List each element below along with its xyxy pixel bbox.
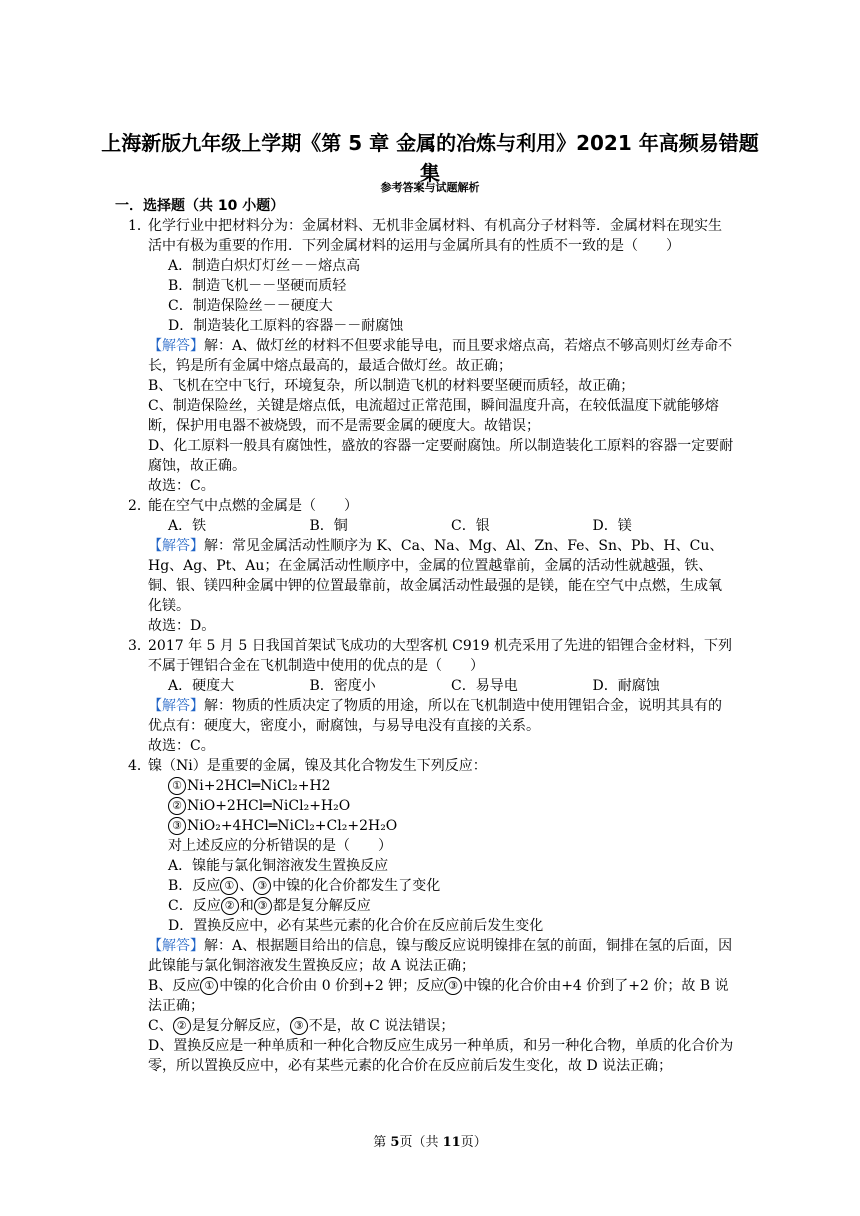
question-number: 3． xyxy=(128,638,151,654)
solution-part: B、反应 xyxy=(148,978,201,994)
section-heading: 一．选择题（共 10 小题） xyxy=(115,198,285,214)
option-a: A．铁 xyxy=(168,518,207,534)
solution-part: C、 xyxy=(148,1018,173,1034)
question-ask: 对上述反应的分析错误的是（ ） xyxy=(168,838,392,854)
circled-number: ① xyxy=(220,877,238,895)
option-a: A．硬度大 xyxy=(168,678,235,694)
circled-number: ③ xyxy=(254,897,272,915)
option-text: 和 xyxy=(239,898,254,914)
question-number: 2． xyxy=(128,498,151,514)
option-b: B．制造飞机－－坚硬而质轻 xyxy=(168,278,347,294)
circled-number: ② xyxy=(173,1017,191,1035)
question-stem: 化学行业中把材料分为：金属材料、无机非金属材料、有机高分子材料等．金属材料在现实生活中有极为重要的作用．下列金属材料的运用与金属所具有的性质不一致的是（ ） xyxy=(148,218,722,254)
answer-tag: 【解答】 xyxy=(148,338,204,354)
reaction-1 xyxy=(168,776,734,796)
solution-text: 解：常见金属活动性顺序为 K、Ca、Na、Mg、Al、Zn、Fe、Sn、Pb、H、Cu、Hg、Ag、Pt、Au；在金属活动性顺序中，金属的位置越靠前，金属的活动性就越强，铁、铜、银、镁四种金属中钾的位置最靠前，故金属活动性最强的是镁，能在空气中点燃，生成氧化镁。 xyxy=(148,538,724,614)
question-stem: 镍（Ni）是重要的金属，镍及其化合物发生下列反应： xyxy=(148,758,487,774)
option-text: 都是复分解反应 xyxy=(272,898,371,914)
question-2 xyxy=(128,496,734,636)
answer-tag: 【解答】 xyxy=(148,698,204,714)
footer-text: 页（共 xyxy=(399,1135,443,1150)
reaction-equation: NiO₂+4HCl═NiCl₂+Cl₂+2H₂O xyxy=(187,818,398,834)
solution-text: 解：A、根据题目给出的信息，镍与酸反应说明镍排在氢的前面，铜排在氢的后面，因此镍能与氯化铜溶液发生置换反应；故 A 说法正确； xyxy=(148,938,733,974)
page-title: 上海新版九年级上学期《第 5 章 金属的冶炼与利用》2021 年高频易错题集 xyxy=(101,131,759,185)
solution-text: D、化工原料一般具有腐蚀性，盛放的容器一定要耐腐蚀。所以制造装化工原料的容器一定要耐腐蚀，故正确。 xyxy=(148,438,734,474)
answer-choice: 故选：C。 xyxy=(148,478,215,494)
circled-number: ③ xyxy=(290,1017,308,1035)
option-b: B．密度小 xyxy=(309,678,376,694)
solution xyxy=(148,336,734,376)
option-c: C．银 xyxy=(451,518,490,534)
question-list xyxy=(128,216,734,1076)
question-number: 1． xyxy=(128,218,151,234)
circled-number: ③ xyxy=(444,977,462,995)
page-footer xyxy=(0,1131,860,1150)
option-d: D．镁 xyxy=(592,518,632,534)
question-4 xyxy=(128,756,734,1076)
solution-text: C、制造保险丝，关键是熔点低，电流超过正常范围，瞬间温度升高，在较低温度下就能够熔断，保护用电器不被烧毁，而不是需要金属的硬度大。故错误； xyxy=(148,398,719,434)
answer-tag: 【解答】 xyxy=(148,938,204,954)
option-b xyxy=(168,876,734,896)
circled-number: ① xyxy=(200,977,218,995)
option-b: B．铜 xyxy=(309,518,348,534)
page-number: 5 xyxy=(390,1135,400,1150)
question-number: 4． xyxy=(128,758,151,774)
solution xyxy=(148,696,734,736)
option-text: C．反应 xyxy=(168,898,221,914)
solution-part: 中镍的化合价由+4 价到了+2 价；故 B 说法正确； xyxy=(148,978,729,1014)
option-a: A．镍能与氯化铜溶液发生置换反应 xyxy=(168,858,389,874)
option-text: 、 xyxy=(239,878,254,894)
reaction-equation: Ni+2HCl═NiCl₂+H2 xyxy=(187,778,331,794)
option-c: C．易导电 xyxy=(451,678,518,694)
option-text: 中镍的化合价都发生了变化 xyxy=(272,878,441,894)
option-text: B．反应 xyxy=(168,878,221,894)
question-3 xyxy=(128,636,734,756)
footer-text: 页） xyxy=(460,1135,487,1150)
reaction-3 xyxy=(168,816,734,836)
solution-text: 解：A、做灯丝的材料不但要求能导电，而且要求熔点高，若熔点不够高则灯丝寿命不长，钨是所有金属中熔点最高的，最适合做灯丝。故正确； xyxy=(148,338,733,374)
solution-text: D、置换反应是一种单质和一种化合物反应生成另一种单质，和另一种化合物，单质的化合价为零，所以置换反应中，必有某些元素的化合价在反应前后发生变化，故 D 说法正确； xyxy=(148,1038,734,1074)
question-1 xyxy=(128,216,734,496)
solution-part: 不是，故 C 说法错误； xyxy=(308,1018,455,1034)
option-c xyxy=(168,896,734,916)
circled-number: ③ xyxy=(253,877,271,895)
circled-number: ② xyxy=(221,897,239,915)
question-stem: 2017 年 5 月 5 日我国首架试飞成功的大型客机 C919 机壳采用了先进的铝锂合金材料，下列不属于锂铝合金在飞机制造中使用的优点的是（ ） xyxy=(148,638,733,674)
page-subtitle: 参考答案与试题解析 xyxy=(380,181,480,194)
solution-text: 解：物质的性质决定了物质的用途，所以在飞机制造中使用锂铝合金，说明其具有的优点有：硬度大，密度小，耐腐蚀，与易导电没有直接的关系。 xyxy=(148,698,722,734)
circled-number: ③ xyxy=(168,817,186,835)
option-d: D．置换反应中，必有某些元素的化合价在反应前后发生变化 xyxy=(168,918,544,934)
answer-choice: 故选：C。 xyxy=(148,738,215,754)
solution-part: 中镍的化合价由 0 价到+2 钾；反应 xyxy=(219,978,445,994)
option-a: A．制造白炽灯灯丝－－熔点高 xyxy=(168,258,361,274)
option-d: D．耐腐蚀 xyxy=(592,678,660,694)
page-total: 11 xyxy=(442,1135,461,1150)
solution-text: B、飞机在空中飞行，环境复杂，所以制造飞机的材料要坚硬而质轻，故正确； xyxy=(148,378,635,394)
options-row xyxy=(168,676,734,696)
solution-part: 是复分解反应， xyxy=(191,1018,290,1034)
reaction-equation: NiO+2HCl═NiCl₂+H₂O xyxy=(187,798,351,814)
answer-tag: 【解答】 xyxy=(148,538,204,554)
reaction-2 xyxy=(168,796,734,816)
circled-number: ② xyxy=(168,797,186,815)
solution-text xyxy=(148,976,734,1016)
question-stem: 能在空气中点燃的金属是（ ） xyxy=(148,498,358,514)
footer-text: 第 xyxy=(373,1135,391,1150)
answer-choice: 故选：D。 xyxy=(148,618,216,634)
option-c: C．制造保险丝－－硬度大 xyxy=(168,298,333,314)
solution xyxy=(148,536,734,616)
circled-number: ① xyxy=(168,777,186,795)
option-d: D．制造装化工原料的容器－－耐腐蚀 xyxy=(168,318,404,334)
options-row xyxy=(168,516,734,536)
solution xyxy=(148,936,734,976)
solution-text xyxy=(148,1016,734,1036)
